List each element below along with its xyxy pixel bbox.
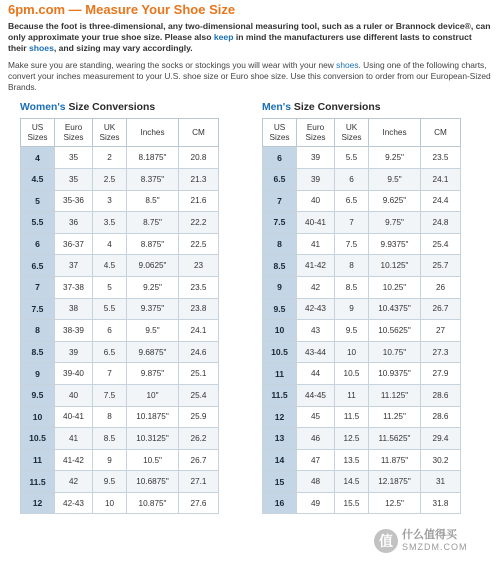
- table-cell: 9.5": [127, 320, 179, 342]
- table-cell: 11.125": [369, 384, 421, 406]
- table-row: [21, 320, 219, 342]
- women-heading-rest: Size Conversions: [65, 102, 156, 114]
- table-cell: 42: [55, 471, 93, 493]
- table-cell: 6: [335, 168, 369, 190]
- table-cell: 10: [335, 341, 369, 363]
- men-table-heading: [262, 102, 461, 113]
- table-cell: 42-43: [297, 298, 335, 320]
- men-header-3: Inches: [369, 119, 421, 147]
- men-size-section: [262, 102, 461, 514]
- table-cell: 9.9375": [369, 233, 421, 255]
- table-row: [21, 492, 219, 514]
- us-size-cell: 8.5: [21, 341, 55, 363]
- table-cell: 37: [55, 255, 93, 277]
- watermark-en: SMZDM.COM: [402, 542, 468, 552]
- us-size-cell: 11: [21, 449, 55, 471]
- table-cell: 40-41: [297, 212, 335, 234]
- intro-text-3: , and sizing may vary accordingly.: [53, 43, 193, 53]
- table-cell: 41: [55, 428, 93, 450]
- table-cell: 10.5625": [369, 320, 421, 342]
- us-size-cell: 14: [263, 449, 297, 471]
- us-size-cell: 8: [21, 320, 55, 342]
- table-row: [263, 212, 461, 234]
- women-header-4: CM: [179, 119, 219, 147]
- table-cell: 9.625": [369, 190, 421, 212]
- table-row: [21, 147, 219, 169]
- table-cell: 39-40: [55, 363, 93, 385]
- men-heading-rest: Size Conversions: [291, 102, 381, 114]
- men-size-table: [262, 118, 461, 514]
- us-size-cell: 6: [21, 233, 55, 255]
- table-row: [263, 363, 461, 385]
- table-cell: 9.875": [127, 363, 179, 385]
- intro-text-1: Because the foot is three-dimensional, any two-dimensional measuring tool, such as a ruler or Brannock device®, can only approximate your true shoe size. Please also: [8, 21, 491, 42]
- table-cell: 7.5: [335, 233, 369, 255]
- watermark-text: [402, 529, 468, 553]
- table-cell: 48: [297, 471, 335, 493]
- women-header-2: UK Sizes: [93, 119, 127, 147]
- table-row: [21, 406, 219, 428]
- table-row: [263, 492, 461, 514]
- table-cell: 9.0625": [127, 255, 179, 277]
- women-size-table: [20, 118, 219, 514]
- men-heading-highlight[interactable]: Men's: [262, 102, 292, 114]
- table-row: [21, 212, 219, 234]
- table-cell: 27.3: [421, 341, 461, 363]
- table-row: [21, 276, 219, 298]
- instructions-paragraph: [8, 60, 492, 92]
- table-cell: 9: [93, 449, 127, 471]
- intro-text-2: in mind the manufacturers use different lasts to construct their: [8, 32, 472, 53]
- table-cell: 42: [297, 276, 335, 298]
- table-cell: 21.3: [179, 168, 219, 190]
- table-cell: 9.25": [127, 276, 179, 298]
- table-row: [263, 298, 461, 320]
- us-size-cell: 10.5: [263, 341, 297, 363]
- intro-keyword-keep[interactable]: keep: [213, 32, 234, 42]
- table-cell: 40: [297, 190, 335, 212]
- table-row: [21, 298, 219, 320]
- table-cell: 11: [335, 384, 369, 406]
- table-cell: 35: [55, 147, 93, 169]
- us-size-cell: 9.5: [21, 384, 55, 406]
- table-cell: 5.5: [93, 298, 127, 320]
- women-header-1: Euro Sizes: [55, 119, 93, 147]
- table-row: [21, 255, 219, 277]
- table-cell: 7.5: [93, 384, 127, 406]
- table-cell: 24.6: [179, 341, 219, 363]
- us-size-cell: 10: [21, 406, 55, 428]
- table-cell: 27.6: [179, 492, 219, 514]
- table-cell: 26: [421, 276, 461, 298]
- men-header-1: Euro Sizes: [297, 119, 335, 147]
- table-cell: 10.875": [127, 492, 179, 514]
- table-cell: 4.5: [93, 255, 127, 277]
- table-cell: 24.1: [179, 320, 219, 342]
- table-cell: 37-38: [55, 276, 93, 298]
- table-cell: 23.8: [179, 298, 219, 320]
- us-size-cell: 13: [263, 428, 297, 450]
- table-cell: 40-41: [55, 406, 93, 428]
- table-cell: 38-39: [55, 320, 93, 342]
- table-cell: 25.4: [421, 233, 461, 255]
- table-cell: 6: [93, 320, 127, 342]
- table-cell: 12.5: [335, 428, 369, 450]
- table-cell: 25.1: [179, 363, 219, 385]
- table-cell: 22.2: [179, 212, 219, 234]
- table-row: [263, 190, 461, 212]
- table-row: [263, 341, 461, 363]
- table-cell: 11.5: [335, 406, 369, 428]
- table-cell: 25.4: [179, 384, 219, 406]
- table-cell: 25.9: [179, 406, 219, 428]
- table-cell: 11.5625": [369, 428, 421, 450]
- table-row: [21, 341, 219, 363]
- table-row: [263, 233, 461, 255]
- table-cell: 36-37: [55, 233, 93, 255]
- table-cell: 8.5: [335, 276, 369, 298]
- table-cell: 23.5: [421, 147, 461, 169]
- table-cell: 27: [421, 320, 461, 342]
- table-cell: 9.75": [369, 212, 421, 234]
- us-size-cell: 6: [263, 147, 297, 169]
- table-cell: 36: [55, 212, 93, 234]
- table-cell: 43-44: [297, 341, 335, 363]
- table-cell: 8.1875": [127, 147, 179, 169]
- table-cell: 8.5: [93, 428, 127, 450]
- table-cell: 8.75": [127, 212, 179, 234]
- us-size-cell: 16: [263, 492, 297, 514]
- table-cell: 35: [55, 168, 93, 190]
- us-size-cell: 5.5: [21, 212, 55, 234]
- table-cell: 26.7: [179, 449, 219, 471]
- table-cell: 28.6: [421, 406, 461, 428]
- table-cell: 24.1: [421, 168, 461, 190]
- women-size-section: [20, 102, 219, 514]
- table-cell: 39: [297, 168, 335, 190]
- table-cell: 8: [93, 406, 127, 428]
- table-row: [21, 363, 219, 385]
- table-cell: 8: [335, 255, 369, 277]
- table-row: [263, 168, 461, 190]
- table-cell: 12.1875": [369, 471, 421, 493]
- table-row: [21, 168, 219, 190]
- table-cell: 10.5": [127, 449, 179, 471]
- table-cell: 10.4375": [369, 298, 421, 320]
- table-row: [263, 384, 461, 406]
- women-heading-highlight[interactable]: Women's: [20, 102, 66, 114]
- table-cell: 42-43: [55, 492, 93, 514]
- table-cell: 12.5": [369, 492, 421, 514]
- table-cell: 10.3125": [127, 428, 179, 450]
- table-cell: 23: [179, 255, 219, 277]
- us-size-cell: 10.5: [21, 428, 55, 450]
- table-row: [263, 471, 461, 493]
- instructions-keyword-shoes[interactable]: shoes: [336, 60, 359, 70]
- table-cell: 5: [93, 276, 127, 298]
- table-cell: 3: [93, 190, 127, 212]
- table-cell: 41: [297, 233, 335, 255]
- table-row: [263, 406, 461, 428]
- table-cell: 41-42: [55, 449, 93, 471]
- table-cell: 9.6875": [127, 341, 179, 363]
- table-cell: 9.5: [93, 471, 127, 493]
- table-cell: 31.8: [421, 492, 461, 514]
- table-cell: 11.875": [369, 449, 421, 471]
- table-cell: 8.375": [127, 168, 179, 190]
- table-cell: 38: [55, 298, 93, 320]
- intro-paragraph: [8, 21, 492, 54]
- table-cell: 23.5: [179, 276, 219, 298]
- men-header-4: CM: [421, 119, 461, 147]
- us-size-cell: 4: [21, 147, 55, 169]
- us-size-cell: 4.5: [21, 168, 55, 190]
- table-cell: 43: [297, 320, 335, 342]
- table-cell: 26.2: [179, 428, 219, 450]
- women-table-heading: [20, 102, 219, 113]
- table-row: [21, 449, 219, 471]
- table-cell: 3.5: [93, 212, 127, 234]
- table-cell: 9.25": [369, 147, 421, 169]
- table-cell: 9.375": [127, 298, 179, 320]
- us-size-cell: 7: [263, 190, 297, 212]
- us-size-cell: 7.5: [263, 212, 297, 234]
- table-cell: 4: [93, 233, 127, 255]
- us-size-cell: 8: [263, 233, 297, 255]
- men-header-0: US Sizes: [263, 119, 297, 147]
- table-cell: 44-45: [297, 384, 335, 406]
- table-cell: 45: [297, 406, 335, 428]
- table-cell: 15.5: [335, 492, 369, 514]
- table-row: [263, 449, 461, 471]
- table-cell: 10.6875": [127, 471, 179, 493]
- table-row: [263, 428, 461, 450]
- us-size-cell: 5: [21, 190, 55, 212]
- table-cell: 35-36: [55, 190, 93, 212]
- table-cell: 26.7: [421, 298, 461, 320]
- us-size-cell: 10: [263, 320, 297, 342]
- table-cell: 29.4: [421, 428, 461, 450]
- table-cell: 10.25": [369, 276, 421, 298]
- table-cell: 11.25": [369, 406, 421, 428]
- smzdm-watermark: [374, 526, 492, 556]
- table-row: [21, 428, 219, 450]
- us-size-cell: 6.5: [263, 168, 297, 190]
- table-cell: 5.5: [335, 147, 369, 169]
- us-size-cell: 6.5: [21, 255, 55, 277]
- table-cell: 8.875": [127, 233, 179, 255]
- table-row: [21, 190, 219, 212]
- women-header-3: Inches: [127, 119, 179, 147]
- table-cell: 10.75": [369, 341, 421, 363]
- us-size-cell: 9: [21, 363, 55, 385]
- table-row: [263, 276, 461, 298]
- table-cell: 2: [93, 147, 127, 169]
- table-cell: 44: [297, 363, 335, 385]
- table-cell: 10.1875": [127, 406, 179, 428]
- table-cell: 10.5: [335, 363, 369, 385]
- intro-keyword-shoes[interactable]: shoes: [29, 43, 54, 53]
- table-cell: 7: [93, 363, 127, 385]
- table-cell: 7: [335, 212, 369, 234]
- table-cell: 10.9375": [369, 363, 421, 385]
- table-row: [21, 384, 219, 406]
- size-chart-page: [4, 0, 496, 562]
- page-title: 6pm.com — Measure Your Shoe Size: [8, 2, 236, 17]
- smzdm-logo-icon: 值: [374, 529, 398, 553]
- table-row: [21, 233, 219, 255]
- table-cell: 27.1: [179, 471, 219, 493]
- us-size-cell: 11.5: [263, 384, 297, 406]
- table-cell: 40: [55, 384, 93, 406]
- instructions-text-1: Make sure you are standing, wearing the socks or stockings you will wear with your new: [8, 60, 337, 70]
- table-cell: 27.9: [421, 363, 461, 385]
- table-cell: 9: [335, 298, 369, 320]
- us-size-cell: 8.5: [263, 255, 297, 277]
- table-cell: 10: [93, 492, 127, 514]
- table-cell: 10": [127, 384, 179, 406]
- table-cell: 28.6: [421, 384, 461, 406]
- us-size-cell: 7: [21, 276, 55, 298]
- men-header-2: UK Sizes: [335, 119, 369, 147]
- tables-area: [4, 102, 496, 562]
- table-cell: 39: [297, 147, 335, 169]
- instructions-text-2: . Using one of the following charts, convert your inches measurement to your U.S. shoe size or Euro shoe size. Use this conversion to order from our European-Sized Brands.: [8, 60, 491, 92]
- table-cell: 2.5: [93, 168, 127, 190]
- table-row: [21, 471, 219, 493]
- table-cell: 31: [421, 471, 461, 493]
- table-cell: 9.5: [335, 320, 369, 342]
- table-cell: 47: [297, 449, 335, 471]
- table-cell: 13.5: [335, 449, 369, 471]
- us-size-cell: 7.5: [21, 298, 55, 320]
- table-row: [263, 320, 461, 342]
- table-cell: 49: [297, 492, 335, 514]
- us-size-cell: 9.5: [263, 298, 297, 320]
- table-cell: 6.5: [335, 190, 369, 212]
- us-size-cell: 12: [263, 406, 297, 428]
- table-cell: 24.8: [421, 212, 461, 234]
- us-size-cell: 12: [21, 492, 55, 514]
- table-row: [263, 255, 461, 277]
- table-cell: 39: [55, 341, 93, 363]
- table-cell: 21.6: [179, 190, 219, 212]
- table-row: [263, 147, 461, 169]
- us-size-cell: 11: [263, 363, 297, 385]
- table-cell: 22.5: [179, 233, 219, 255]
- table-cell: 14.5: [335, 471, 369, 493]
- table-cell: 6.5: [93, 341, 127, 363]
- table-cell: 10.125": [369, 255, 421, 277]
- table-cell: 30.2: [421, 449, 461, 471]
- table-cell: 20.8: [179, 147, 219, 169]
- table-cell: 9.5": [369, 168, 421, 190]
- us-size-cell: 9: [263, 276, 297, 298]
- table-cell: 8.5": [127, 190, 179, 212]
- us-size-cell: 15: [263, 471, 297, 493]
- us-size-cell: 11.5: [21, 471, 55, 493]
- table-cell: 46: [297, 428, 335, 450]
- watermark-cn: 什么值得买: [402, 529, 457, 541]
- table-cell: 25.7: [421, 255, 461, 277]
- table-cell: 41-42: [297, 255, 335, 277]
- women-header-0: US Sizes: [21, 119, 55, 147]
- table-cell: 24.4: [421, 190, 461, 212]
